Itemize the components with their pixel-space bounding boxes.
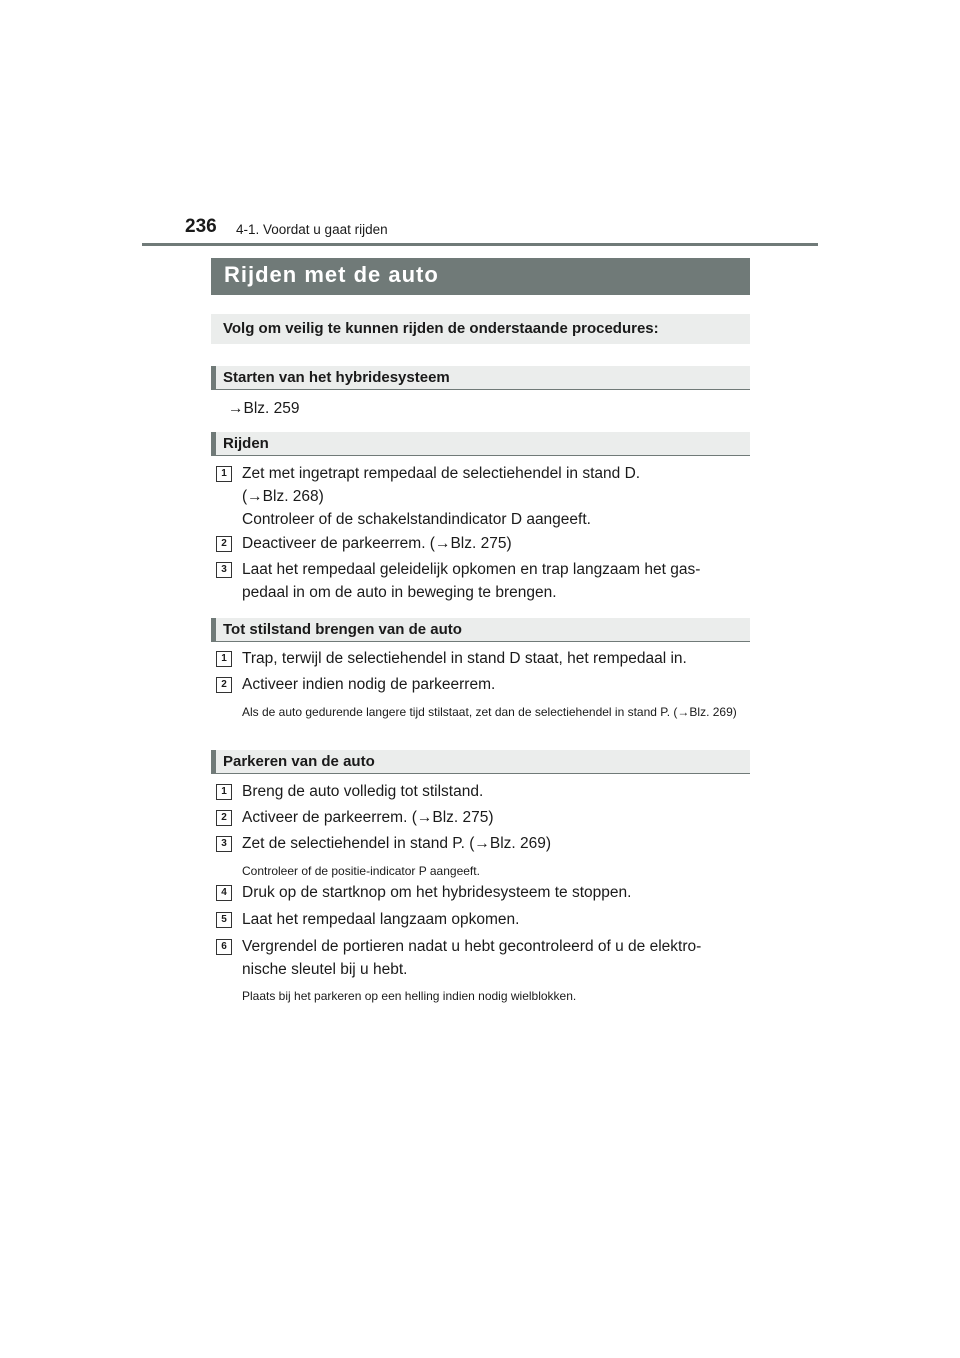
park-note: Plaats bij het parkeren op een helling indien nodig wielblokken. — [242, 989, 577, 1003]
drive-step-1 — [242, 462, 640, 531]
park-step-5: Laat het rempedaal langzaam opkomen. — [242, 911, 520, 928]
title-bar — [211, 258, 750, 295]
step-number-box: 3 — [216, 836, 232, 852]
stop-step-2: Activeer indien nodig de parkeerrem. — [242, 676, 496, 693]
text-line: Vergrendel de portieren nadat u hebt gecontroleerd of u de elektro- — [242, 938, 702, 955]
intro-box — [211, 314, 750, 344]
step-number-box: 1 — [216, 784, 232, 800]
text-line: (→Blz. 268) — [242, 488, 324, 505]
park-step-4: Druk op de startknop om het hybridesysteem te stoppen. — [242, 884, 632, 901]
start-ref: →Blz. 259 — [228, 400, 300, 417]
section-heading-start — [211, 366, 750, 390]
step-number-box: 1 — [216, 651, 232, 667]
section-heading-drive — [211, 432, 750, 456]
page-title: Rijden met de auto — [224, 262, 439, 287]
section-heading-label: Tot stilstand brengen van de auto — [223, 621, 462, 638]
stop-note: Als de auto gedurende langere tijd stilstaat, zet dan de selectiehendel in stand P. (→Blz. 269) — [242, 705, 737, 719]
step-number-box: 3 — [216, 562, 232, 578]
intro-text: Volg om veilig te kunnen rijden de onderstaande procedures: — [223, 320, 659, 337]
page-number: 236 — [185, 216, 217, 237]
text-line: Zet met ingetrapt rempedaal de selectiehendel in stand D. — [242, 465, 641, 482]
section-heading-stop — [211, 618, 750, 642]
step-number-box: 1 — [216, 466, 232, 482]
section-heading-label: Parkeren van de auto — [223, 753, 375, 770]
park-step-1: Breng de auto volledig tot stilstand. — [242, 783, 484, 800]
stop-step-1: Trap, terwijl de selectiehendel in stand D staat, het rempedaal in. — [242, 650, 687, 667]
park-step-2: Activeer de parkeerrem. (→Blz. 275) — [242, 809, 494, 826]
text-line: Controleer of de schakelstandindicator D aangeeft. — [242, 511, 591, 528]
step-number-box: 6 — [216, 939, 232, 955]
section-heading-park — [211, 750, 750, 774]
park-step-6 — [242, 935, 701, 981]
park-step-3-note: Controleer of de positie-indicator P aangeeft. — [242, 864, 480, 878]
text-line: Laat het rempedaal geleidelijk opkomen en trap langzaam het gas- — [242, 561, 701, 578]
step-number-box: 2 — [216, 536, 232, 552]
drive-step-3 — [242, 558, 700, 604]
drive-step-2: Deactiveer de parkeerrem. (→Blz. 275) — [242, 535, 512, 552]
section-heading-label: Rijden — [223, 435, 269, 452]
park-step-3: Zet de selectiehendel in stand P. (→Blz. 269) — [242, 835, 552, 852]
step-number-box: 5 — [216, 912, 232, 928]
text-line: pedaal in om de auto in beweging te brengen. — [242, 584, 557, 601]
running-head: 4-1. Voordat u gaat rijden — [236, 222, 388, 237]
step-number-box: 4 — [216, 885, 232, 901]
step-number-box: 2 — [216, 810, 232, 826]
step-number-box: 2 — [216, 677, 232, 693]
header-rule — [142, 243, 818, 246]
text-line: nische sleutel bij u hebt. — [242, 961, 408, 978]
section-heading-label: Starten van het hybridesysteem — [223, 369, 450, 386]
